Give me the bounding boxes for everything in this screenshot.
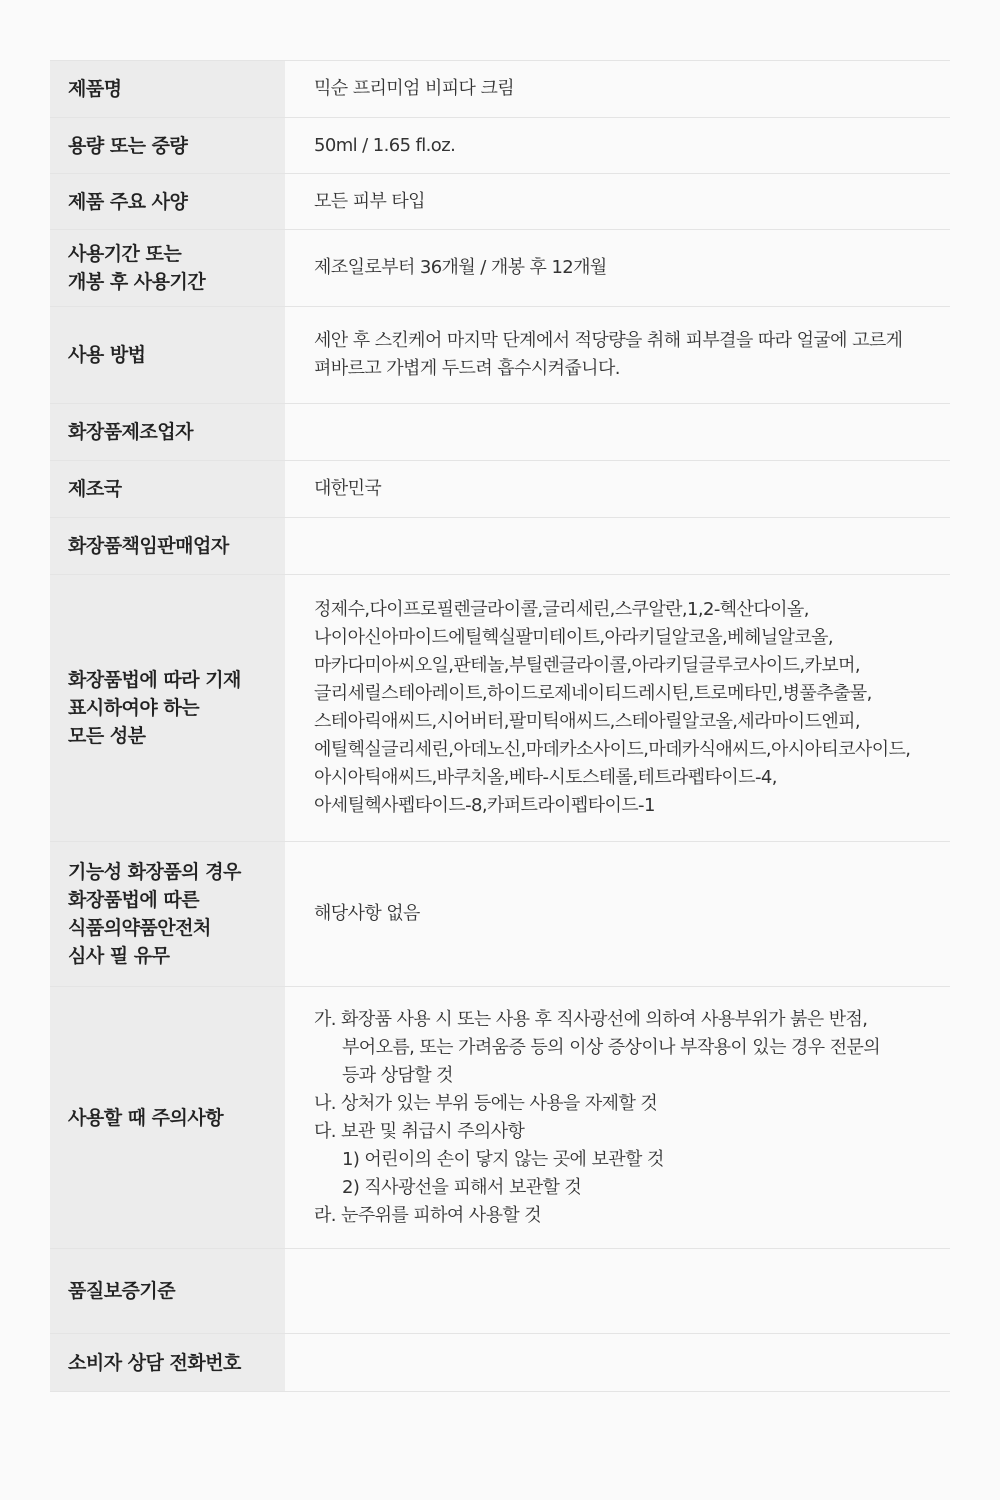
row-label: 소비자 상담 전화번호 (50, 1334, 285, 1391)
text-line: 1) 어린이의 손이 닿지 않는 곳에 보관할 것 (342, 1148, 664, 1170)
row-label: 사용기간 또는 개봉 후 사용기간 (50, 230, 285, 306)
row-country (50, 461, 950, 518)
row-value: 해당사항 없음 (314, 903, 420, 924)
row-label: 품질보증기준 (50, 1249, 285, 1333)
row-quality-standard (50, 1249, 950, 1334)
row-value: 믹순 프리미엄 비피다 크림 (314, 78, 515, 99)
row-value (285, 404, 950, 460)
row-value: 모든 피부 타입 (314, 190, 425, 212)
row-value (285, 1249, 950, 1333)
text-line: 아세틸헥사펩타이드-8,카퍼트라이펩타이드-1 (314, 795, 655, 816)
row-label: 화장품책임판매업자 (50, 518, 285, 574)
text-line: 스테아릭애씨드,시어버터,팔미틱애씨드,스테아릴알코올,세라마이드엔피, (314, 711, 861, 732)
row-value: 대한민국 (314, 478, 382, 499)
row-label: 사용 방법 (50, 307, 285, 403)
row-value: 제조일로부터 36개월 / 개봉 후 12개월 (314, 257, 607, 278)
row-distributor (50, 518, 950, 575)
text-line: 2) 직사광선을 피해서 보관할 것 (342, 1176, 582, 1198)
row-ingredients (50, 575, 950, 842)
row-label: 제품명 (50, 61, 285, 117)
row-label: 제품 주요 사양 (50, 174, 285, 229)
row-label: 제조국 (50, 461, 285, 517)
text-line: 나이아신아마이드에틸헥실팔미테이트,아라키딜알코올,베헤닐알코올, (314, 627, 834, 648)
row-label: 용량 또는 중량 (50, 118, 285, 173)
product-info-table (50, 60, 950, 1392)
text-line: 마카다미아씨오일,판테놀,부틸렌글라이콜,아라키딜글루코사이드,카보머, (314, 655, 861, 676)
text-line: 펴바르고 가볍게 두드려 흡수시켜줍니다. (314, 358, 620, 379)
row-label: 기능성 화장품의 경우 화장품법에 따른 식품의약품안전처 심사 필 유무 (50, 842, 285, 986)
text-line: 등과 상담할 것 (342, 1064, 453, 1086)
row-label: 화장품법에 따라 기재 표시하여야 하는 모든 성분 (50, 575, 285, 841)
row-value (285, 1334, 950, 1391)
text-line: 정제수,다이프로필렌글라이콜,글리세린,스쿠알란,1,2-헥산다이올, (314, 599, 809, 620)
text-line: 아시아틱애씨드,바쿠치올,베타-시토스테롤,테트라펩타이드-4, (314, 767, 777, 788)
text-line: 다. 보관 및 취급시 주의사항 (314, 1120, 525, 1142)
row-value: 50ml / 1.65 fl.oz. (314, 134, 456, 156)
text-line: 라. 눈주위를 피하여 사용할 것 (314, 1204, 542, 1226)
row-manufacturer (50, 404, 950, 461)
row-precautions (50, 987, 950, 1249)
row-label: 사용할 때 주의사항 (50, 987, 285, 1248)
text-line: 글리세릴스테아레이트,하이드로제네이티드레시틴,트로메타민,병풀추출물, (314, 683, 872, 704)
row-product-name (50, 61, 950, 118)
row-customer-phone (50, 1334, 950, 1392)
row-label: 화장품제조업자 (50, 404, 285, 460)
text-line: 가. 화장품 사용 시 또는 사용 후 직사광선에 의하여 사용부위가 붉은 반점, (314, 1008, 868, 1030)
text-line: 부어오름, 또는 가려움증 등의 이상 증상이나 부작용이 있는 경우 전문의 (342, 1036, 881, 1058)
row-value (285, 518, 950, 574)
row-value (285, 575, 950, 841)
row-value (285, 987, 950, 1248)
row-main-spec (50, 174, 950, 230)
text-line: 세안 후 스킨케어 마지막 단계에서 적당량을 취해 피부결을 따라 얼굴에 고르게 (314, 330, 903, 351)
row-value (285, 307, 950, 403)
row-volume (50, 118, 950, 174)
text-line: 나. 상처가 있는 부위 등에는 사용을 자제할 것 (314, 1092, 658, 1114)
row-functional-review (50, 842, 950, 987)
row-usage-method (50, 307, 950, 404)
row-usage-period (50, 230, 950, 307)
text-line: 에틸헥실글리세린,아데노신,마데카소사이드,마데카식애씨드,아시아티코사이드, (314, 739, 911, 760)
